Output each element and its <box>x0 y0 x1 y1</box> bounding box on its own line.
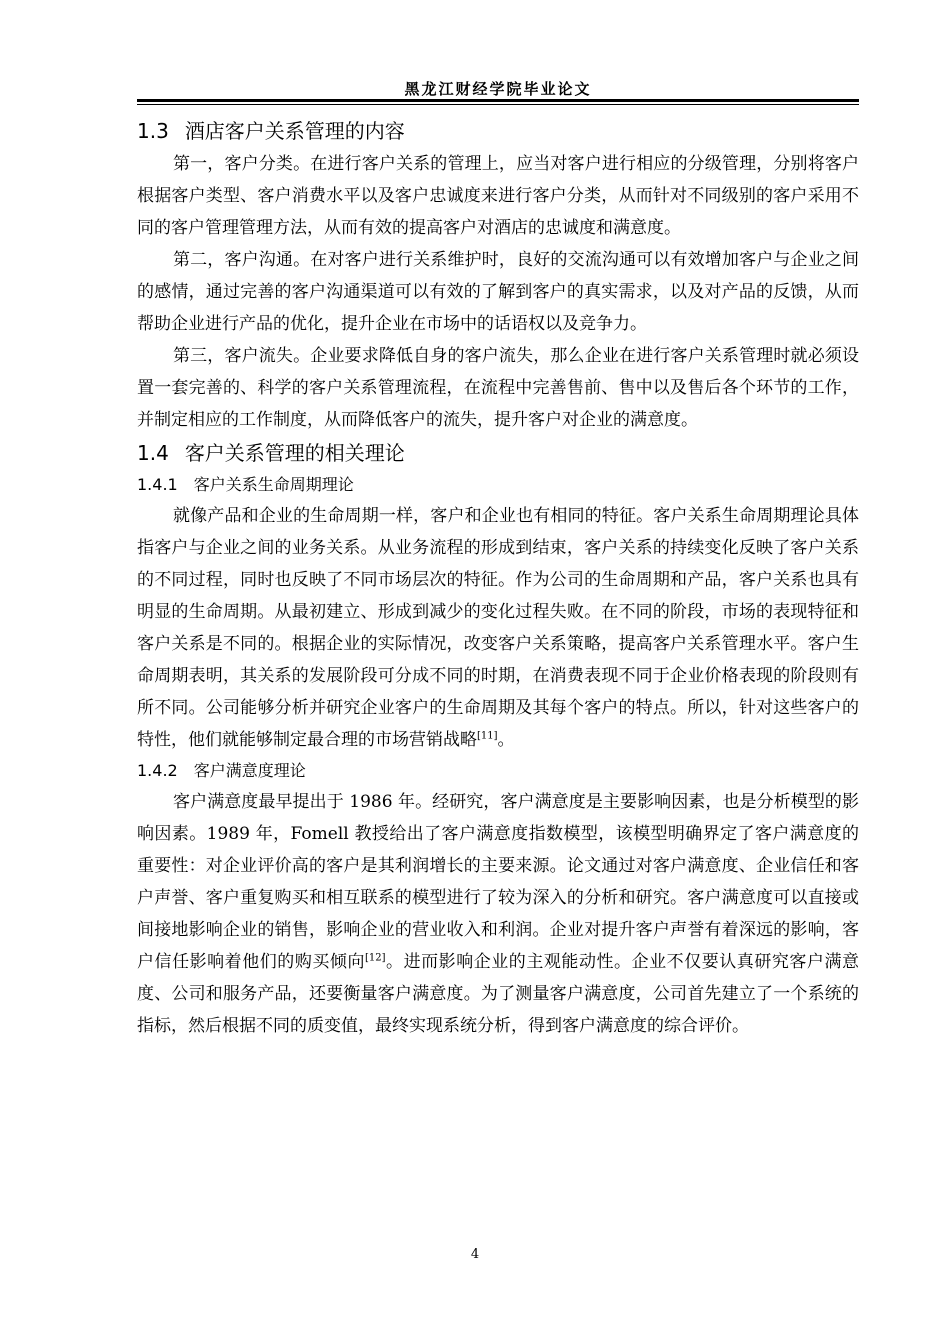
paragraph-text: 客户满意度最早提出于 1986 年。经研究，客户满意度是主要影响因素，也是分析模型的影响因素。1989 年，Fomell 教授给出了客户满意度指数模型，该模型明确界定了客户满意度的重要性：对企业评价高的客户是其利润增长的主要来源。论文通过对客户满意度、企业信任和客户声誉、客户重复购买和相互联系的模型进行了较为深入的分析和研究。客户满意度可以直接或间接地影响企业的销售，影响企业的营业收入和利润。企业对提升客户声誉有着深远的影响，客户信任影响着他们的购买倾向 <box>137 792 859 972</box>
header-rule-thick <box>137 99 859 102</box>
citation-ref: [11] <box>477 730 498 742</box>
section-heading-1-3 <box>137 114 859 148</box>
subsection-title: 客户满意度理论 <box>193 761 306 780</box>
citation-ref: [12] <box>364 952 386 964</box>
section-title: 客户关系管理的相关理论 <box>184 441 405 465</box>
subsection-number: 1.4.2 <box>137 761 178 780</box>
header-rule-thin <box>137 104 859 105</box>
paragraph-customer-communication: 第二，客户沟通。在对客户进行关系维护时，良好的交流沟通可以有效增加客户与企业之间的感情，通过完善的客户沟通渠道可以有效的了解到客户的真实需求，以及对产品的反馈，从而帮助企业进行产品的优化，提升企业在市场中的话语权以及竞争力。 <box>137 250 859 334</box>
section-number: 1.4 <box>137 441 169 465</box>
page-number: 4 <box>470 1247 480 1262</box>
paragraph-lifecycle-theory <box>137 500 859 756</box>
running-header: 黑龙江财经学院毕业论文 <box>404 80 592 98</box>
paragraph-customer-churn: 第三，客户流失。企业要求降低自身的客户流失，那么企业在进行客户关系管理时就必须设置一套完善的、科学的客户关系管理流程，在流程中完善售前、售中以及售后各个环节的工作，并制定相应的工作制度，从而降低客户的流失，提升客户对企业的满意度。 <box>137 346 859 430</box>
subsection-heading-1-4-1 <box>137 470 859 500</box>
paragraph-tail: 。进而影响企业的主观能动性。企业不仅要认真研究客户满意度、公司和服务产品，还要衡量客户满意度。为了测量客户满意度，公司首先建立了一个系统的指标，然后根据不同的质变值，最终实现系统分析，得到客户满意度的综合评价。 <box>137 952 860 1036</box>
subsection-title: 客户关系生命周期理论 <box>193 475 354 494</box>
section-heading-1-4 <box>137 436 859 470</box>
subsection-heading-1-4-2 <box>137 756 859 786</box>
paragraph-text: 就像产品和企业的生命周期一样，客户和企业也有相同的特征。客户关系生命周期理论具体指客户与企业之间的业务关系。从业务流程的形成到结束，客户关系的持续变化反映了客户关系的不同过程，同时也反映了不同市场层次的特征。作为公司的生命周期和产品，客户关系也具有明显的生命周期。从最初建立、形成到减少的变化过程失败。在不同的阶段，市场的表现特征和客户关系是不同的。根据企业的实际情况，改变客户关系策略，提高客户关系管理水平。客户生命周期表明，其关系的发展阶段可分成不同的时期，在消费表现不同于企业价格表现的阶段则有所不同。公司能够分析并研究企业客户的生命周期及其每个客户的特点。所以，针对这些客户的特性，他们就能够制定最合理的市场营销战略 <box>137 506 859 750</box>
subsection-number: 1.4.1 <box>137 475 178 494</box>
section-title: 酒店客户关系管理的内容 <box>184 119 405 143</box>
page-body <box>137 114 859 1042</box>
paragraph-satisfaction-theory <box>137 786 859 1042</box>
paragraph-tail: 。 <box>497 730 515 750</box>
section-number: 1.3 <box>137 119 169 143</box>
paragraph-customer-classification: 第一，客户分类。在进行客户关系的管理上，应当对客户进行相应的分级管理，分别将客户根据客户类型、客户消费水平以及客户忠诚度来进行客户分类，从而针对不同级别的客户采用不同的客户管理管理方法，从而有效的提高客户对酒店的忠诚度和满意度。 <box>137 154 859 238</box>
